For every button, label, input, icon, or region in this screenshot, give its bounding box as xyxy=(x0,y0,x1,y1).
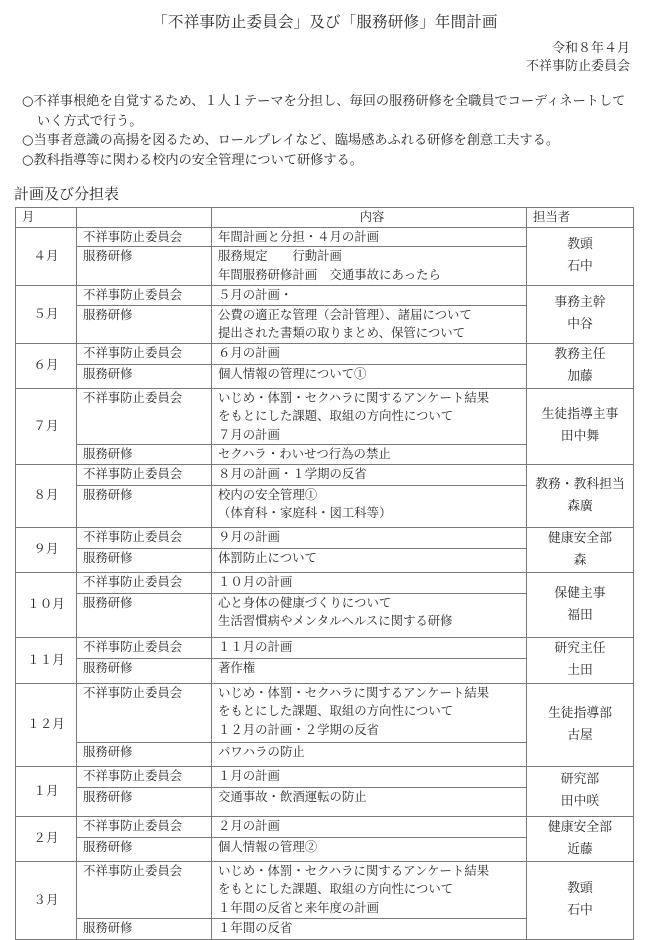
committee-content xyxy=(212,637,527,658)
person-role: 健康安全部 xyxy=(548,530,612,546)
policy-list xyxy=(22,92,632,170)
person-cell xyxy=(527,861,634,939)
content-line: 心と身体の健康づくりについて xyxy=(218,594,392,610)
content-line: 年間計画と分担・４月の計画 xyxy=(218,228,380,244)
content-line: ９月の計画 xyxy=(218,528,280,544)
content-line: をもとにした課題、取組の方向性について xyxy=(218,703,454,718)
month-cell: ４月 xyxy=(16,227,77,286)
person-role: 保健主事 xyxy=(554,585,606,601)
training-content xyxy=(212,787,527,816)
content-line: 個人情報の管理② xyxy=(218,838,318,854)
person-role: 健康安全部 xyxy=(548,819,612,835)
training-content xyxy=(212,247,527,286)
category-training: 服務研修 xyxy=(77,247,212,286)
person-name: 土田 xyxy=(567,663,593,678)
table-row xyxy=(16,343,634,365)
policy-item: ○不祥事根絶を自覚するため、１人１テーマを分担し、毎回の服務研修を全職員でコーディネートしていく方式で行う。 xyxy=(22,94,626,129)
content-line: ２月の計画 xyxy=(218,817,280,833)
content-line: をもとにした課題、取組の方向性について xyxy=(218,408,454,423)
table-row xyxy=(16,572,634,593)
content-line: １０月の計画 xyxy=(218,573,293,589)
month-cell: １０月 xyxy=(16,572,77,637)
person-cell xyxy=(527,286,634,344)
content-line: １年間の反省と来年度の計画 xyxy=(218,899,380,915)
content-line: セクハラ・わいせつ行為の禁止 xyxy=(218,446,391,461)
category-committee: 不祥事防止委員会 xyxy=(77,388,212,445)
committee-content xyxy=(212,766,527,787)
committee-content xyxy=(212,683,527,742)
content-line: いじめ・体罰・セクハラに関するアンケート結果 xyxy=(218,389,490,405)
category-committee: 不祥事防止委員会 xyxy=(77,286,212,306)
month-cell: ５月 xyxy=(16,286,77,344)
person-name: 古屋 xyxy=(567,727,593,743)
training-content xyxy=(212,658,527,683)
category-committee: 不祥事防止委員会 xyxy=(77,227,212,247)
policy-item: ○教科指導等に関わる校内の安全管理について研修する。 xyxy=(22,152,363,168)
content-line: 生活習慣病やメンタルヘルスに関する研修 xyxy=(218,613,453,628)
document-title: 「不祥事防止委員会」及び「服務研修」年間計画 xyxy=(152,13,498,31)
category-committee: 不祥事防止委員会 xyxy=(77,464,212,485)
category-training: 服務研修 xyxy=(77,593,212,637)
content-line: ５月の計画・ xyxy=(218,287,293,302)
person-cell xyxy=(527,343,634,388)
policy-item: ○当事者意識の高揚を図るため、ロールプレイなど、臨場感あふれる研修を創意工夫する。 xyxy=(22,133,560,148)
table-row xyxy=(16,816,634,837)
person-name: 近藤 xyxy=(567,841,593,857)
person-name: 森廣 xyxy=(567,498,593,514)
content-line: １１月の計画 xyxy=(218,638,293,654)
person-cell xyxy=(527,637,634,683)
person-role: 教頭 xyxy=(567,881,593,896)
category-training: 服務研修 xyxy=(77,658,212,683)
category-committee: 不祥事防止委員会 xyxy=(77,816,212,837)
committee-content xyxy=(212,343,527,365)
content-line: 体罰防止について xyxy=(218,549,317,565)
person-role: 生徒指導部 xyxy=(548,705,612,721)
organization-name: 不祥事防止委員会 xyxy=(525,59,630,74)
committee-content xyxy=(212,464,527,485)
person-name: 田中舞 xyxy=(560,429,600,444)
content-line: １年間の反省 xyxy=(218,919,293,935)
document-date: 令和８年４月 xyxy=(551,41,630,56)
header-category xyxy=(77,208,212,228)
header-content: 内容 xyxy=(212,208,527,228)
month-cell: １月 xyxy=(16,766,77,816)
person-cell xyxy=(527,227,634,286)
person-cell xyxy=(527,683,634,766)
table-row xyxy=(16,227,634,247)
category-committee: 不祥事防止委員会 xyxy=(77,683,212,742)
person-role: 研究主任 xyxy=(554,641,606,656)
committee-content xyxy=(212,527,527,548)
category-training: 服務研修 xyxy=(77,787,212,816)
category-committee: 不祥事防止委員会 xyxy=(77,766,212,787)
table-row xyxy=(16,766,634,787)
content-line: いじめ・体罰・セクハラに関するアンケート結果 xyxy=(218,862,490,878)
table-row xyxy=(16,683,634,742)
content-line: 交通事故・飲酒運転の防止 xyxy=(218,788,367,804)
table-row xyxy=(16,286,634,306)
person-role: 研究部 xyxy=(560,772,600,787)
category-committee: 不祥事防止委員会 xyxy=(77,637,212,658)
category-training: 服務研修 xyxy=(77,305,212,343)
category-training: 服務研修 xyxy=(77,837,212,861)
training-content xyxy=(212,365,527,388)
content-line: いじめ・体罰・セクハラに関するアンケート結果 xyxy=(218,684,490,700)
committee-content xyxy=(212,816,527,837)
table-row xyxy=(16,637,634,658)
section-title: 計画及び分担表 xyxy=(14,185,120,203)
month-cell: ２月 xyxy=(16,816,77,861)
training-content xyxy=(212,548,527,572)
content-line: ６月の計画 xyxy=(218,344,280,360)
person-name: 田中咲 xyxy=(560,794,600,809)
plan-table xyxy=(15,207,634,940)
training-content xyxy=(212,485,527,527)
header-month: 月 xyxy=(16,208,77,228)
header-person: 担当者 xyxy=(527,208,634,228)
person-name: 森 xyxy=(573,552,587,568)
table-row xyxy=(16,464,634,485)
content-line: １月の計画 xyxy=(218,767,280,783)
committee-content xyxy=(212,572,527,593)
person-name: 加藤 xyxy=(567,368,593,384)
content-line: 提出された書類の取りまとめ、保管について xyxy=(218,325,466,340)
content-line: 個人情報の管理について① xyxy=(218,366,367,382)
content-line: ８月の計画・１学期の反省 xyxy=(218,465,367,481)
person-role: 事務主幹 xyxy=(554,295,606,311)
category-training: 服務研修 xyxy=(77,485,212,527)
category-committee: 不祥事防止委員会 xyxy=(77,527,212,548)
table-row xyxy=(16,527,634,548)
content-line: 服務規定 行動計画 xyxy=(218,248,342,263)
committee-content xyxy=(212,861,527,918)
training-content xyxy=(212,305,527,343)
table-row xyxy=(16,861,634,918)
training-content xyxy=(212,593,527,637)
category-training: 服務研修 xyxy=(77,445,212,465)
person-role: 教務・教科担当 xyxy=(535,476,625,492)
training-content xyxy=(212,445,527,465)
content-line: １２月の計画・２学期の反省 xyxy=(218,721,380,737)
training-content xyxy=(212,918,527,939)
person-name: 福田 xyxy=(567,607,593,623)
content-line: パワハラの防止 xyxy=(218,743,305,759)
person-name: 石中 xyxy=(567,903,593,918)
category-training: 服務研修 xyxy=(77,365,212,388)
content-line: 校内の安全管理① xyxy=(218,486,318,502)
person-cell xyxy=(527,388,634,464)
category-committee: 不祥事防止委員会 xyxy=(77,861,212,918)
category-training: 服務研修 xyxy=(77,548,212,572)
committee-content xyxy=(212,227,527,247)
person-name: 中谷 xyxy=(567,317,593,333)
person-role: 生徒指導主事 xyxy=(541,407,619,422)
training-content xyxy=(212,837,527,861)
content-line: 公費の適正な管理（会計管理）、諸届について xyxy=(218,306,472,322)
person-role: 教務主任 xyxy=(554,346,606,362)
table-row xyxy=(16,388,634,445)
month-cell: １１月 xyxy=(16,637,77,683)
content-line: をもとにした課題、取組の方向性について xyxy=(218,881,454,896)
content-line: （体育科・家庭科・図工科等） xyxy=(218,505,392,520)
month-cell: ７月 xyxy=(16,388,77,464)
category-committee: 不祥事防止委員会 xyxy=(77,343,212,365)
person-cell xyxy=(527,464,634,527)
month-cell: ３月 xyxy=(16,861,77,939)
month-cell: ９月 xyxy=(16,527,77,572)
content-line: ７月の計画 xyxy=(218,426,280,442)
content-line: 著作権 xyxy=(218,659,256,675)
person-cell xyxy=(527,527,634,572)
content-line: 年間服務研修計画 交通事故にあったら xyxy=(218,266,441,282)
table-header-row xyxy=(16,208,634,228)
month-cell: ８月 xyxy=(16,464,77,527)
person-name: 石中 xyxy=(567,259,593,275)
training-content xyxy=(212,742,527,766)
month-cell: １２月 xyxy=(16,683,77,766)
person-cell xyxy=(527,572,634,637)
person-cell xyxy=(527,766,634,816)
person-role: 教頭 xyxy=(567,237,593,253)
category-training: 服務研修 xyxy=(77,918,212,939)
category-committee: 不祥事防止委員会 xyxy=(77,572,212,593)
person-cell xyxy=(527,816,634,861)
category-training: 服務研修 xyxy=(77,742,212,766)
committee-content xyxy=(212,388,527,445)
committee-content xyxy=(212,286,527,306)
month-cell: ６月 xyxy=(16,343,77,388)
